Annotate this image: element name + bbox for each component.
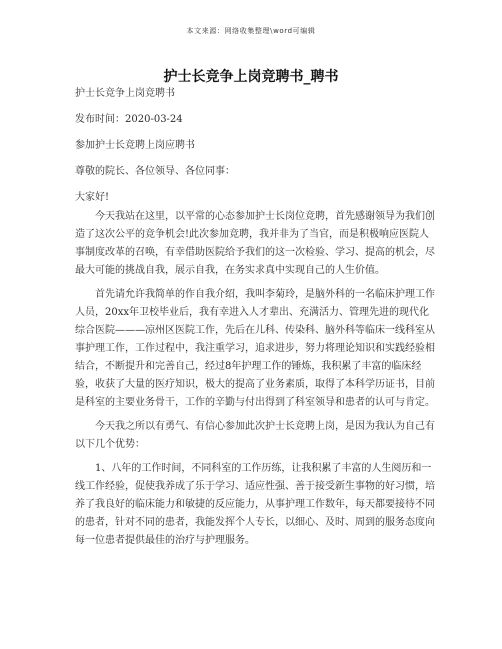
- paragraph-self-introduction: 首先请允许我简单的作自我介绍，我叫李菊玲，是脑外科的一名临床护理工作人员，20xx年卫校毕业后，我有幸进入人才辈出、充满活力、管理先进的现代化综合医院———凉州区医院工作，先后在儿科、传染科、脑外科等临床一线科室从事护理工作，工作过程中，我注重学习，追求进步，努力将理论知识和实践经验相结合，不断提升和完善自己，经过8年护理工作的锤炼，我积累了丰富的临床经验，收获了大量的医疗知识，极大的提高了业务素质，取得了本科学历证书，目前是科室的主要业务骨干，工作的辛勤与付出得到了科室领导和患者的认可与肯定。: [75, 289, 435, 408]
- paragraph-greeting: 大家好!: [75, 192, 110, 203]
- paragraph-advantage-1: 1、八年的工作时间，不同科室的工作历练，让我积累了丰富的人生阅历和一线工作经验，促使我养成了乐于学习、适应性强、善于接受新生事物的好习惯，培养了我良好的临床能力和敏捷的反应能力，从事护理工作数年，每天都要接待不同的患者，针对不同的患者，我能发挥个人专长，以细心、及时、周到的服务态度向每一位患者提供最佳的治疗与护理服务。: [75, 463, 435, 546]
- paragraph-publish-date: 发布时间：2020-03-24: [75, 114, 183, 125]
- document-body: [75, 84, 435, 550]
- paragraph-opening: 今天我站在这里，以平常的心态参加护士长岗位竞聘，首先感谢领导为我们创造了这次公平的竞争机会!此次参加竞聘，我并非为了当官，而是积极响应医院人事制度改革的召唤，有幸借助医院给予我们的这一次检验、学习、提高的机会，尽最大可能的挑战自我，展示自我，在务实求真中实现自己的人生价值。: [75, 211, 435, 276]
- document-title: 护士长竞争上岗竞聘书_聘书: [163, 69, 339, 85]
- source-note: 本文来源：网络收集整理\word可编辑: [186, 27, 316, 35]
- paragraph-application-title: 参加护士长竞聘上岗应聘书: [75, 140, 195, 151]
- paragraph-subtitle: 护士长竞争上岗竞聘书: [75, 88, 175, 99]
- paragraph-salutation: 尊敬的院长、各位领导、各位同事：: [75, 166, 235, 177]
- paragraph-advantages-intro: 今天我之所以有勇气、有信心参加此次护士长竞聘上岗，是因为我认为自己有以下几个优势：: [75, 421, 435, 450]
